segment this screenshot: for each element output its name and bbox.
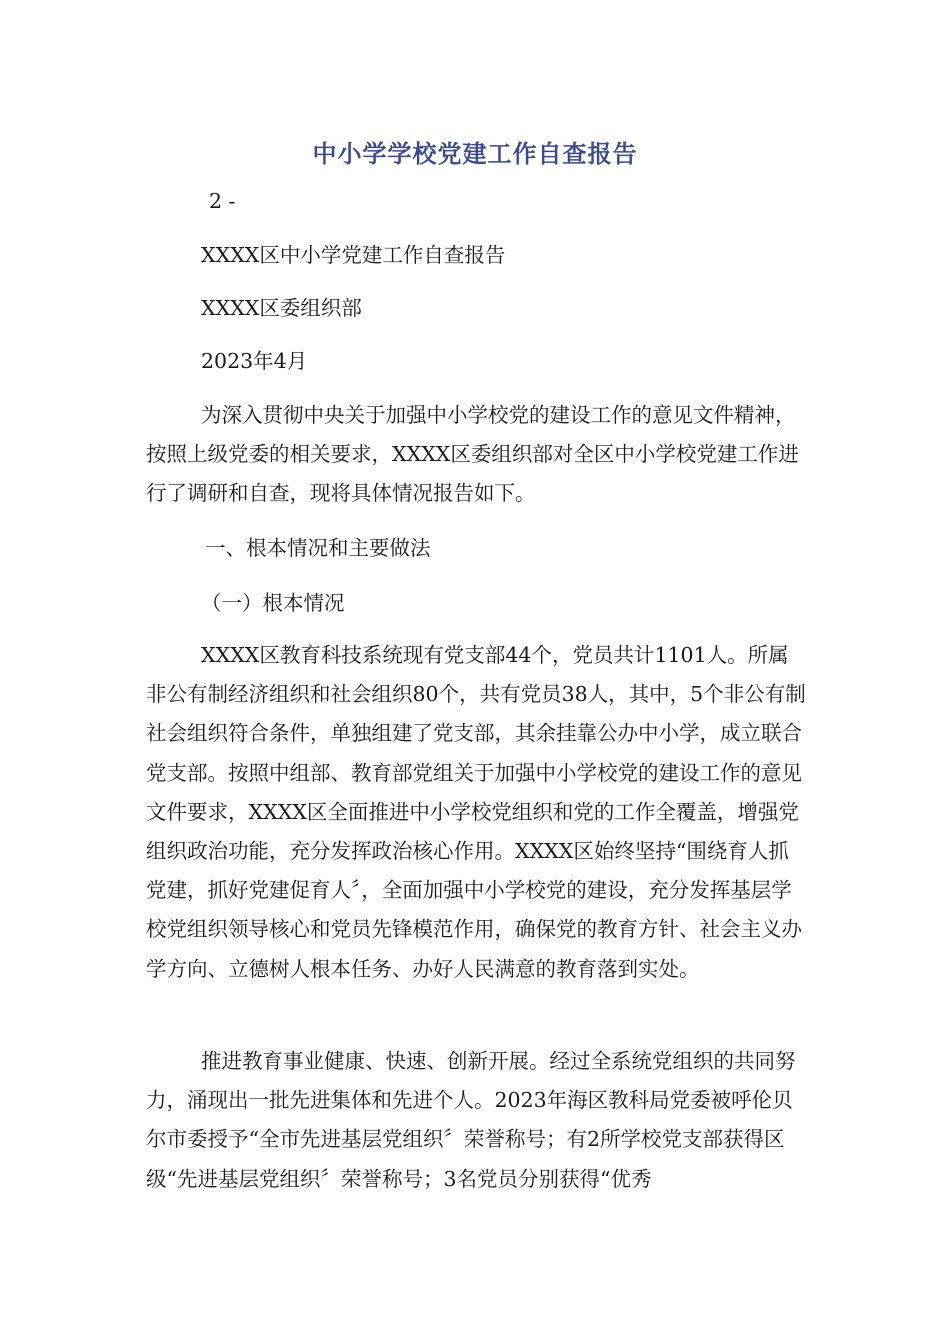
intro-paragraph: 为深入贯彻中央关于加强中小学校党的建设工作的意见文件精神，按照上级党委的相关要求，XXXX区委组织部对全区中小学校党建工作进行了调研和自查，现将具体情况报告如下。 [146,403,799,506]
report-subtitle: XXXX区中小学党建工作自查报告 [201,243,506,267]
subsection-heading: （一）根本情况 [201,591,345,615]
body-paragraph-1: XXXX区教育科技系统现有党支部44个，党员共计1101人。所属非公有制经济组织和社会组织80个，共有党员38人，其中，5个非公有制社会组织符合条件，单独组建了党支部，其余挂靠公办中小学，成立联合党支部。按照中组部、教育部党组关于加强中小学校党的建设工作的意见文件要求，XXXX区全面推进中小学校党组织和党的工作全覆盖，增强党组织政治功能，充分发挥政治核心作用。XXXX区始终坚持“围绕育人抓党建，抓好党建促育人〞，全面加强中小学校党的建设，充分发挥基层学校党组织领导核心和党员先锋模范作用，确保党的教育方针、社会主义办学方向、立德树人根本任务、办好人民满意的教育落到实处。 [146,643,806,981]
page-marker: 2 - [209,189,236,213]
report-date: 2023年4月 [201,349,308,373]
document-title: 中小学学校党建工作自查报告 [312,140,638,168]
section-heading: 一、根本情况和主要做法 [205,536,431,560]
body-paragraph-2: 推进教育事业健康、快速、创新开展。经过全系统党组织的共同努力，涌现出一批先进集体和先进个人。2023年海区教科局党委被呼伦贝尔市委授予“全市先进基层党组织〞荣誉称号；有2所学校党支部获得区级“先进基层党组织〞荣誉称号；3名党员分别获得“优秀 [146,1049,796,1191]
issuing-organization: XXXX区委组织部 [201,296,362,320]
